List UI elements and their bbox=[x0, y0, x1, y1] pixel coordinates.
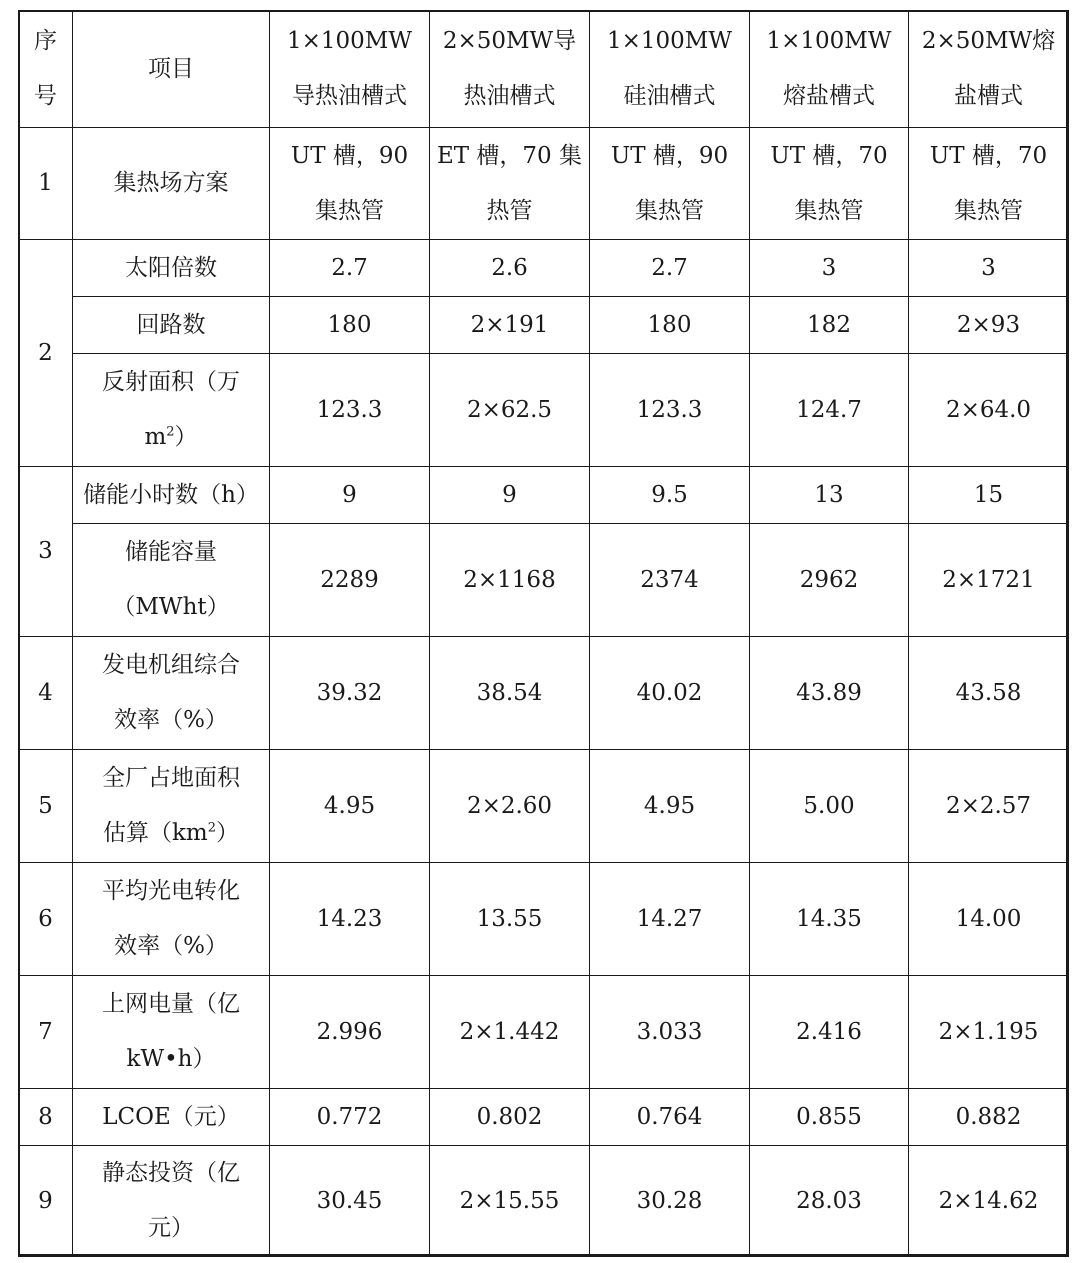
table-cell: 123.3 bbox=[270, 354, 430, 467]
table-cell: 9.5 bbox=[590, 467, 750, 524]
table-cell: 13.55 bbox=[430, 863, 590, 976]
row-item: LCOE（元） bbox=[73, 1089, 270, 1146]
table-cell: 3.033 bbox=[590, 976, 750, 1089]
row-item: 全厂占地面积 估算$(km^2)$ bbox=[73, 750, 270, 863]
table-cell: 180 bbox=[590, 297, 750, 354]
table-cell: 0.772 bbox=[270, 1089, 430, 1146]
table-cell: 4.95 bbox=[270, 750, 430, 863]
table-cell: 2×1.442 bbox=[430, 976, 590, 1089]
table-cell: 3 bbox=[750, 240, 909, 297]
table-cell: 2×2.57 bbox=[909, 750, 1069, 863]
table-cell: 13 bbox=[750, 467, 909, 524]
table-cell: 9 bbox=[270, 467, 430, 524]
table-cell: 2×2.60 bbox=[430, 750, 590, 863]
row-item: 集热场方案 bbox=[73, 128, 270, 240]
table-cell: 14.27 bbox=[590, 863, 750, 976]
table-cell: 2×64.0 bbox=[909, 354, 1069, 467]
table-cell: UT 槽，90 集热管 bbox=[270, 128, 430, 240]
table-cell: 2.996 bbox=[270, 976, 430, 1089]
table-cell: 2289 bbox=[270, 524, 430, 637]
row-item: 回路数 bbox=[73, 297, 270, 354]
table-cell: 2×15.55 bbox=[430, 1146, 590, 1257]
table-cell: 4.95 bbox=[590, 750, 750, 863]
table-cell: 2962 bbox=[750, 524, 909, 637]
table-outer-border bbox=[18, 10, 1068, 1256]
row-seq: 4 bbox=[19, 637, 73, 750]
table-cell: UT 槽，70 集热管 bbox=[750, 128, 909, 240]
table-cell: 2.7 bbox=[270, 240, 430, 297]
table-cell: 43.89 bbox=[750, 637, 909, 750]
row-item: 静态投资（亿 元） bbox=[73, 1146, 270, 1257]
table-cell: 14.00 bbox=[909, 863, 1069, 976]
table-cell: 28.03 bbox=[750, 1146, 909, 1257]
table-cell: 2374 bbox=[590, 524, 750, 637]
table-cell: 38.54 bbox=[430, 637, 590, 750]
table-cell: 0.764 bbox=[590, 1089, 750, 1146]
row-seq: 5 bbox=[19, 750, 73, 863]
table-cell: 0.882 bbox=[909, 1089, 1069, 1146]
table-cell: UT 槽，90 集热管 bbox=[590, 128, 750, 240]
header-scheme-1: 1×100MW 导热油槽式 bbox=[270, 11, 430, 128]
table-cell: 40.02 bbox=[590, 637, 750, 750]
table-cell: 2.7 bbox=[590, 240, 750, 297]
table-cell: 5.00 bbox=[750, 750, 909, 863]
table-cell: 14.35 bbox=[750, 863, 909, 976]
row-item: 发电机组综合 效率（%） bbox=[73, 637, 270, 750]
table-cell: 2×62.5 bbox=[430, 354, 590, 467]
row-item: 反射面积（万 $m^2$） bbox=[73, 354, 270, 467]
row-seq: 6 bbox=[19, 863, 73, 976]
row-item: 太阳倍数 bbox=[73, 240, 270, 297]
table-cell: 30.28 bbox=[590, 1146, 750, 1257]
row-item: 储能容量 （MWht） bbox=[73, 524, 270, 637]
table-cell: 43.58 bbox=[909, 637, 1069, 750]
table-cell: 2×93 bbox=[909, 297, 1069, 354]
table-cell: 3 bbox=[909, 240, 1069, 297]
header-item: 项目 bbox=[73, 11, 270, 128]
row-seq: 2 bbox=[19, 240, 73, 467]
table-cell: 123.3 bbox=[590, 354, 750, 467]
header-scheme-4: 1×100MW 熔盐槽式 bbox=[750, 11, 909, 128]
table-cell: 9 bbox=[430, 467, 590, 524]
header-scheme-3: 1×100MW 硅油槽式 bbox=[590, 11, 750, 128]
table-cell: 124.7 bbox=[750, 354, 909, 467]
header-scheme-2: 2×50MW导 热油槽式 bbox=[430, 11, 590, 128]
table-cell: 2×1.195 bbox=[909, 976, 1069, 1089]
table-cell: 0.855 bbox=[750, 1089, 909, 1146]
table-cell: 14.23 bbox=[270, 863, 430, 976]
row-seq: 7 bbox=[19, 976, 73, 1089]
table-cell: 30.45 bbox=[270, 1146, 430, 1257]
table-cell: 0.802 bbox=[430, 1089, 590, 1146]
header-scheme-5: 2×50MW熔 盐槽式 bbox=[909, 11, 1069, 128]
table-cell: 2×1721 bbox=[909, 524, 1069, 637]
table-cell: 182 bbox=[750, 297, 909, 354]
row-seq: 8 bbox=[19, 1089, 73, 1146]
table-cell: 180 bbox=[270, 297, 430, 354]
table-cell: 2.6 bbox=[430, 240, 590, 297]
table-cell: UT 槽，70 集热管 bbox=[909, 128, 1069, 240]
table-cell: 39.32 bbox=[270, 637, 430, 750]
table-cell: 2×191 bbox=[430, 297, 590, 354]
row-item: 平均光电转化 效率（%） bbox=[73, 863, 270, 976]
header-seq: 序 号 bbox=[19, 11, 73, 128]
row-item: 上网电量（亿 kW•h） bbox=[73, 976, 270, 1089]
row-item: 储能小时数（h） bbox=[73, 467, 270, 524]
row-seq: 1 bbox=[19, 128, 73, 240]
table-cell: 2×14.62 bbox=[909, 1146, 1069, 1257]
row-seq: 9 bbox=[19, 1146, 73, 1257]
table-cell: 2×1168 bbox=[430, 524, 590, 637]
table-cell: ET 槽，70 集 热管 bbox=[430, 128, 590, 240]
table-cell: 15 bbox=[909, 467, 1069, 524]
row-seq: 3 bbox=[19, 467, 73, 637]
table-cell: 2.416 bbox=[750, 976, 909, 1089]
